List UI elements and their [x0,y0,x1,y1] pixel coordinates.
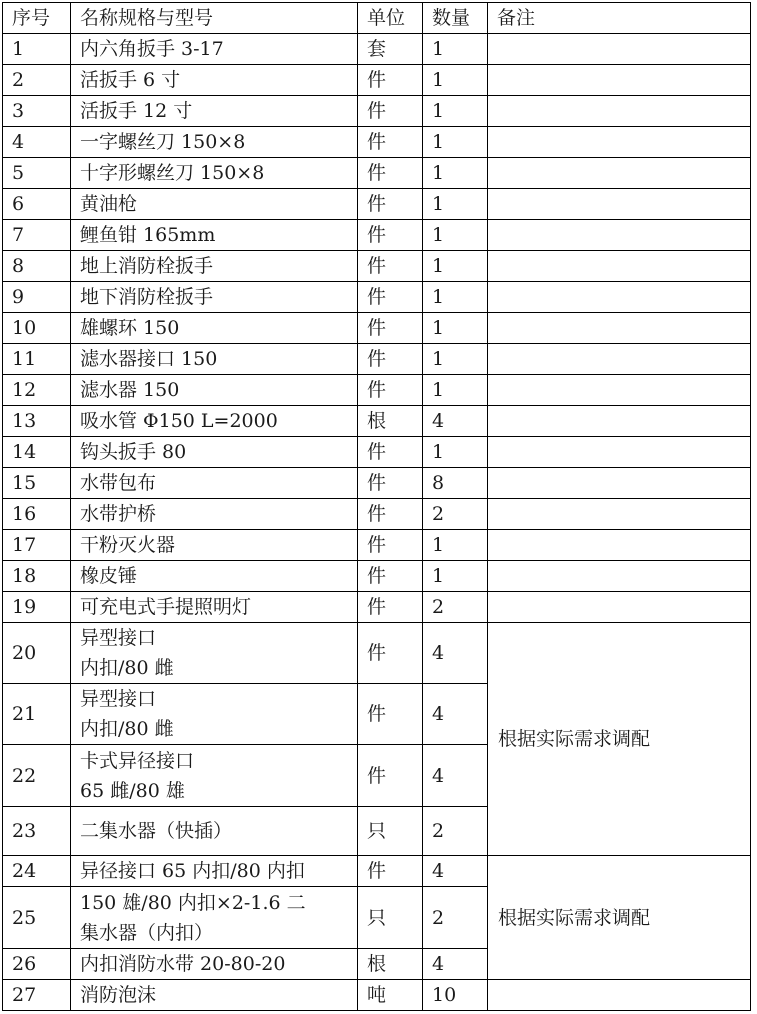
cell-unit: 件 [358,189,423,220]
cell-unit: 根 [358,406,423,437]
cell-qty: 4 [423,684,488,745]
table-row [3,189,751,220]
cell-name-line: 卡式异径接口 [80,749,195,772]
cell-unit: 件 [358,96,423,127]
cell-qty: 1 [423,251,488,282]
header-remark: 备注 [488,3,751,34]
cell-name: 滤水器 150 [71,375,358,406]
cell-unit: 件 [358,623,423,684]
cell-name: 内扣消防水带 20-80-20 [71,949,358,980]
cell-unit: 件 [358,561,423,592]
table-row [3,96,751,127]
cell-no: 6 [3,189,71,220]
cell-name [71,684,358,745]
cell-unit: 件 [358,65,423,96]
cell-no: 2 [3,65,71,96]
table-row [3,375,751,406]
cell-no: 15 [3,468,71,499]
cell-remark [488,65,751,96]
table-row [3,561,751,592]
cell-remark [488,96,751,127]
cell-remark-merged: 根据实际需求调配 [488,856,751,980]
cell-unit: 件 [358,375,423,406]
cell-unit: 件 [358,499,423,530]
cell-name-line: 内扣/80 雌 [80,718,174,740]
cell-no: 22 [3,745,71,807]
table-row [3,468,751,499]
cell-qty: 10 [423,980,488,1011]
cell-no: 14 [3,437,71,468]
cell-remark [488,499,751,530]
cell-name [71,887,358,949]
cell-name-line: 异型接口 [80,688,157,710]
cell-remark [488,561,751,592]
cell-unit: 件 [358,251,423,282]
cell-qty: 4 [423,745,488,807]
cell-no: 10 [3,313,71,344]
cell-remark [488,127,751,158]
cell-unit: 件 [358,127,423,158]
cell-qty: 2 [423,592,488,623]
table-row [3,499,751,530]
cell-qty: 1 [423,220,488,251]
cell-no: 5 [3,158,71,189]
cell-name-line: 集水器（内扣） [80,921,214,944]
cell-name: 水带包布 [71,468,358,499]
cell-unit: 件 [358,592,423,623]
cell-remark [488,437,751,468]
table-row [3,856,751,887]
cell-no: 13 [3,406,71,437]
cell-no: 3 [3,96,71,127]
cell-qty: 1 [423,127,488,158]
cell-name: 钩头扳手 80 [71,437,358,468]
cell-name: 可充电式手提照明灯 [71,592,358,623]
cell-no: 8 [3,251,71,282]
cell-name: 地上消防栓扳手 [71,251,358,282]
cell-name-line: 内扣/80 雌 [80,657,174,679]
cell-no: 23 [3,807,71,856]
cell-unit: 件 [358,468,423,499]
cell-name: 橡皮锤 [71,561,358,592]
cell-qty: 1 [423,437,488,468]
table-row [3,313,751,344]
cell-qty: 1 [423,561,488,592]
table-row [3,65,751,96]
header-qty: 数量 [423,3,488,34]
table-row [3,34,751,65]
cell-remark [488,251,751,282]
cell-qty: 1 [423,375,488,406]
cell-remark [488,220,751,251]
table-row [3,127,751,158]
equipment-table [2,2,751,1011]
cell-no: 18 [3,561,71,592]
table-row [3,592,751,623]
cell-no: 26 [3,949,71,980]
cell-name: 活扳手 6 寸 [71,65,358,96]
table-header-row [3,3,751,34]
cell-no: 12 [3,375,71,406]
cell-no: 24 [3,856,71,887]
cell-unit: 件 [358,344,423,375]
table-row [3,220,751,251]
cell-name: 一字螺丝刀 150×8 [71,127,358,158]
cell-name: 十字形螺丝刀 150×8 [71,158,358,189]
cell-qty: 1 [423,96,488,127]
header-no: 序号 [3,3,71,34]
cell-name: 活扳手 12 寸 [71,96,358,127]
cell-unit: 件 [358,220,423,251]
cell-remark [488,158,751,189]
table-row [3,251,751,282]
cell-name: 水带护桥 [71,499,358,530]
header-unit: 单位 [358,3,423,34]
cell-remark [488,406,751,437]
cell-no: 16 [3,499,71,530]
cell-no: 7 [3,220,71,251]
cell-no: 4 [3,127,71,158]
cell-qty: 1 [423,282,488,313]
cell-qty: 4 [423,406,488,437]
cell-qty: 4 [423,856,488,887]
cell-qty: 1 [423,65,488,96]
cell-remark [488,375,751,406]
cell-unit: 件 [358,530,423,561]
cell-qty: 1 [423,158,488,189]
cell-name: 黄油枪 [71,189,358,220]
table-row [3,158,751,189]
cell-name-line: 65 雌/80 雄 [80,779,185,802]
cell-no: 19 [3,592,71,623]
cell-name: 吸水管 Φ150 L=2000 [71,406,358,437]
cell-qty: 2 [423,887,488,949]
cell-remark [488,592,751,623]
cell-qty: 1 [423,530,488,561]
cell-no: 11 [3,344,71,375]
cell-unit: 件 [358,856,423,887]
cell-remark [488,468,751,499]
cell-remark [488,980,751,1011]
cell-remark [488,313,751,344]
cell-no: 21 [3,684,71,745]
cell-qty: 1 [423,34,488,65]
header-name: 名称规格与型号 [71,3,358,34]
cell-name-line: 异型接口 [80,627,157,649]
cell-qty: 1 [423,344,488,375]
cell-no: 25 [3,887,71,949]
cell-no: 1 [3,34,71,65]
cell-qty: 1 [423,313,488,344]
cell-unit: 件 [358,684,423,745]
cell-qty: 8 [423,468,488,499]
cell-remark [488,344,751,375]
cell-unit: 件 [358,282,423,313]
cell-unit: 只 [358,887,423,949]
cell-qty: 2 [423,499,488,530]
cell-name: 干粉灭火器 [71,530,358,561]
cell-remark [488,282,751,313]
cell-name [71,623,358,684]
cell-remark-merged: 根据实际需求调配 [488,623,751,856]
cell-name: 内六角扳手 3-17 [71,34,358,65]
cell-unit: 件 [358,437,423,468]
cell-qty: 4 [423,949,488,980]
cell-name: 异径接口 65 内扣/80 内扣 [71,856,358,887]
cell-qty: 2 [423,807,488,856]
cell-name-line: 150 雄/80 内扣×2-1.6 二 [80,891,306,914]
table-row [3,406,751,437]
cell-unit: 根 [358,949,423,980]
cell-qty: 1 [423,189,488,220]
cell-unit: 件 [358,313,423,344]
table-row [3,282,751,313]
cell-unit: 只 [358,807,423,856]
cell-no: 17 [3,530,71,561]
table-row [3,980,751,1011]
table-row [3,623,751,684]
cell-no: 9 [3,282,71,313]
cell-name: 消防泡沫 [71,980,358,1011]
cell-unit: 套 [358,34,423,65]
cell-remark [488,34,751,65]
cell-unit: 件 [358,745,423,807]
cell-no: 27 [3,980,71,1011]
table-row [3,344,751,375]
cell-name: 二集水器（快插） [71,807,358,856]
cell-name: 雄螺环 150 [71,313,358,344]
table-row [3,530,751,561]
cell-remark [488,530,751,561]
cell-unit: 吨 [358,980,423,1011]
cell-remark [488,189,751,220]
cell-qty: 4 [423,623,488,684]
cell-name: 地下消防栓扳手 [71,282,358,313]
table-row [3,437,751,468]
cell-no: 20 [3,623,71,684]
cell-unit: 件 [358,158,423,189]
cell-name [71,745,358,807]
cell-name: 鲤鱼钳 165mm [71,220,358,251]
cell-name: 滤水器接口 150 [71,344,358,375]
